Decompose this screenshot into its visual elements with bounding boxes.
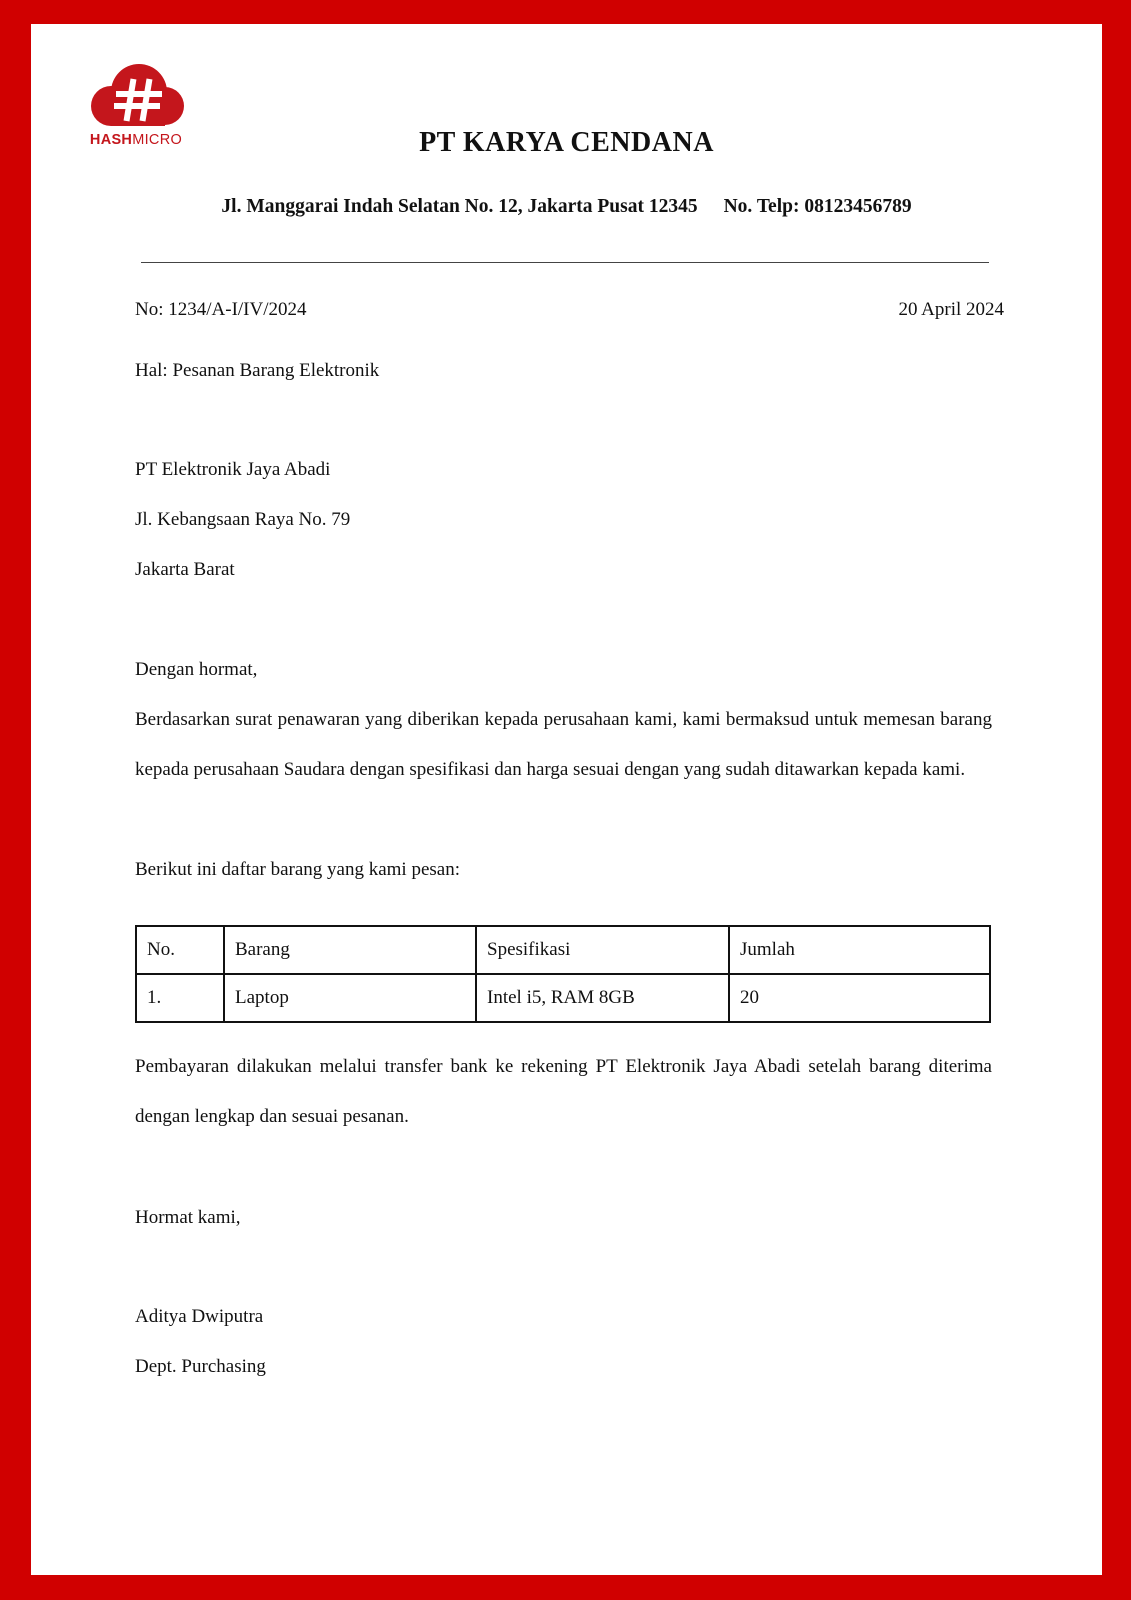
table-cell: 1.	[136, 974, 224, 1022]
table-row	[136, 974, 990, 1022]
recipient-city: Jakarta Barat	[135, 559, 235, 580]
hashtag-cloud-icon	[81, 62, 191, 134]
table-header-cell: Jumlah	[729, 926, 990, 974]
company-address: Jl. Manggarai Indah Selatan No. 12, Jakarta Pusat 12345	[221, 196, 698, 217]
letter-date: 20 April 2024	[898, 299, 1004, 320]
body-paragraph-1: Berdasarkan surat penawaran yang diberikan kepada perusahaan kami, kami bermaksud untuk memesan barang kepada perusahaan Saudara dengan spesifikasi dan harga sesuai dengan yang sudah ditawarkan kepada kami.	[135, 709, 992, 780]
closing: Hormat kami,	[135, 1207, 241, 1228]
table-cell: Laptop	[224, 974, 476, 1022]
table-header-cell: Spesifikasi	[476, 926, 729, 974]
table-header-cell: No.	[136, 926, 224, 974]
greeting: Dengan hormat,	[135, 659, 258, 680]
letter-number: No: 1234/A-I/IV/2024	[135, 299, 307, 320]
signer-department: Dept. Purchasing	[135, 1356, 266, 1377]
company-contact-line	[31, 196, 1102, 218]
header-divider	[141, 262, 989, 263]
order-table	[135, 925, 991, 1023]
logo-text-light: MICRO	[132, 132, 183, 148]
company-name: PT KARYA CENDANA	[419, 127, 714, 158]
table-header-cell: Barang	[224, 926, 476, 974]
body-paragraph-2: Pembayaran dilakukan melalui transfer bank ke rekening PT Elektronik Jaya Abadi setelah barang diterima dengan lengkap dan sesuai pesanan.	[135, 1056, 992, 1127]
table-header-row	[136, 926, 990, 974]
table-cell: 20	[729, 974, 990, 1022]
recipient-street: Jl. Kebangsaan Raya No. 79	[135, 509, 351, 530]
letter-subject: Hal: Pesanan Barang Elektronik	[135, 360, 380, 381]
signer-name: Aditya Dwiputra	[135, 1306, 264, 1327]
table-cell: Intel i5, RAM 8GB	[476, 974, 729, 1022]
company-phone: No. Telp: 08123456789	[723, 196, 912, 217]
list-intro: Berikut ini daftar barang yang kami pesan:	[135, 859, 461, 880]
logo-text-bold: HASH	[89, 132, 133, 148]
letter-page	[31, 24, 1102, 1575]
recipient-name: PT Elektronik Jaya Abadi	[135, 459, 331, 480]
